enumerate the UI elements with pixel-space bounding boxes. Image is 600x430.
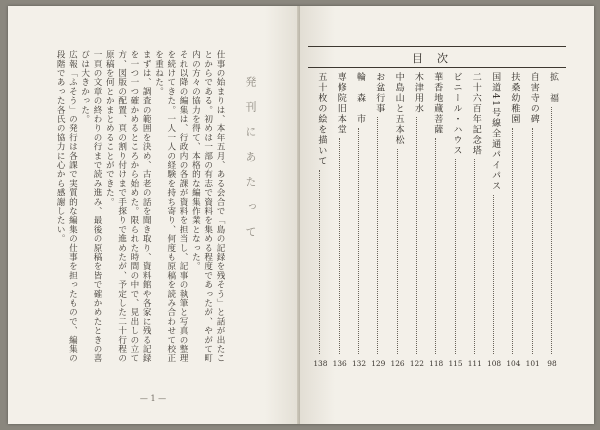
toc-entry-page: 104: [506, 359, 521, 368]
toc-entry-page: 122: [409, 359, 424, 368]
preface-title: 発刊にあたって: [244, 76, 257, 251]
toc-leader-dots: [532, 128, 533, 354]
right-page: [300, 6, 594, 424]
toc-entry-page: 101: [525, 359, 540, 368]
toc-entry-title: 拡 福: [548, 72, 558, 104]
toc-leader-dots: [339, 138, 340, 354]
toc-entry-page: 108: [487, 359, 502, 368]
toc-entry-title: 二十六百年記念塔: [470, 72, 481, 156]
toc-entry-title: お盆行事: [374, 72, 385, 114]
toc-entry-title: 自害寺の碑: [528, 72, 539, 125]
toc-entry: [390, 72, 405, 368]
preface-paragraph: 広報「ふそう」の発行は各課で実質的な編集の仕事を担ったもので、編集の段階であった各氏の協力に心から感謝したい。: [55, 50, 78, 363]
preface-paragraph: 一頁の文章の終わりの行まで読み進み、最後の原稿を皆で確かめたときの喜びは大きかった。: [79, 50, 103, 363]
toc-entry: [525, 72, 540, 368]
toc-entry: [313, 72, 328, 368]
toc-leader-dots: [435, 138, 436, 354]
toc-entry-title: 国道41号線全通パイパス: [490, 72, 501, 192]
toc-entry-title: 扶桑幼稚園: [509, 72, 520, 125]
toc-leader-dots: [416, 117, 417, 354]
toc-entry: [332, 72, 347, 368]
open-book: [8, 6, 594, 424]
toc-entry-page: 118: [429, 359, 444, 368]
toc-leader-dots: [512, 128, 513, 354]
page-number: — 1 —: [139, 394, 167, 403]
toc-entry-page: 136: [332, 359, 347, 368]
toc-entry: [429, 72, 444, 368]
toc-entry-title: ビニール・ハウス: [451, 72, 462, 156]
preface-paragraph: それ以降の編集は、行政内の各課が資料を担当し、記事の執筆と写真の整理を続けてきた。一人一人の経験を持ち寄り、何度も原稿を読み合わせて校正を重ねた。: [153, 50, 189, 363]
toc-entry: [409, 72, 424, 368]
preface-body: [22, 50, 234, 368]
toc-entry-title: 専修院旧本堂: [335, 72, 346, 135]
toc-leader-dots: [397, 149, 398, 354]
toc-leader-dots: [551, 107, 552, 354]
toc-leader-dots: [377, 117, 378, 354]
toc-entry-page: 115: [448, 359, 463, 368]
toc-entry: [467, 72, 482, 368]
left-page: [8, 6, 300, 424]
toc-entry-page: 129: [371, 359, 386, 368]
toc-entry-page: 111: [467, 359, 482, 368]
toc-entry-title: 木津用水: [412, 72, 423, 114]
toc-heading: 目次: [412, 52, 462, 65]
toc-header: [308, 46, 566, 68]
toc-entry: [371, 72, 386, 368]
toc-leader-dots: [493, 195, 494, 354]
preface-paragraph: まずは、調査の範囲を決め、古老の話を聞き取り、資料館や各家に残る記録を一つ一つ確かめるところから始めた。限られた時間の中で、見出しの立て方、図版の配置、頁の割り付けまで手探りで進めたが、予定した二十行程の原稿を何とかまとめることができた。: [104, 50, 152, 363]
toc-leader-dots: [319, 170, 320, 354]
toc-leader-dots: [455, 159, 456, 354]
toc-entry-title: 華香地蔵菩薩: [432, 72, 443, 135]
toc-entry-page: 126: [390, 359, 405, 368]
toc-entry-title: 五十枚の絵を描いて: [316, 72, 327, 167]
toc-entry-page: 138: [313, 359, 328, 368]
toc-entry: [506, 72, 521, 368]
toc-entry: [448, 72, 463, 368]
preface-paragraph: 仕事の始まりは、本年五月、ある会合で「島の記録を残そう」と話が出たことからである。初めは一部の有志で資料を集める程度であったが、やがて町内の方々の協力を得て、本格的な編集作業となった。: [190, 50, 225, 363]
toc-entry-title: 中島山と五本松: [393, 72, 404, 146]
toc-entry-page: 98: [547, 359, 557, 368]
toc-entry: [487, 72, 502, 368]
toc-entry: [546, 72, 559, 368]
toc-entry: [351, 72, 367, 368]
toc-leader-dots: [358, 128, 359, 354]
toc-list: [308, 72, 566, 372]
toc-leader-dots: [474, 159, 475, 354]
toc-entry-page: 132: [351, 359, 367, 368]
toc-entry-title: 輪 森 市: [355, 72, 365, 125]
